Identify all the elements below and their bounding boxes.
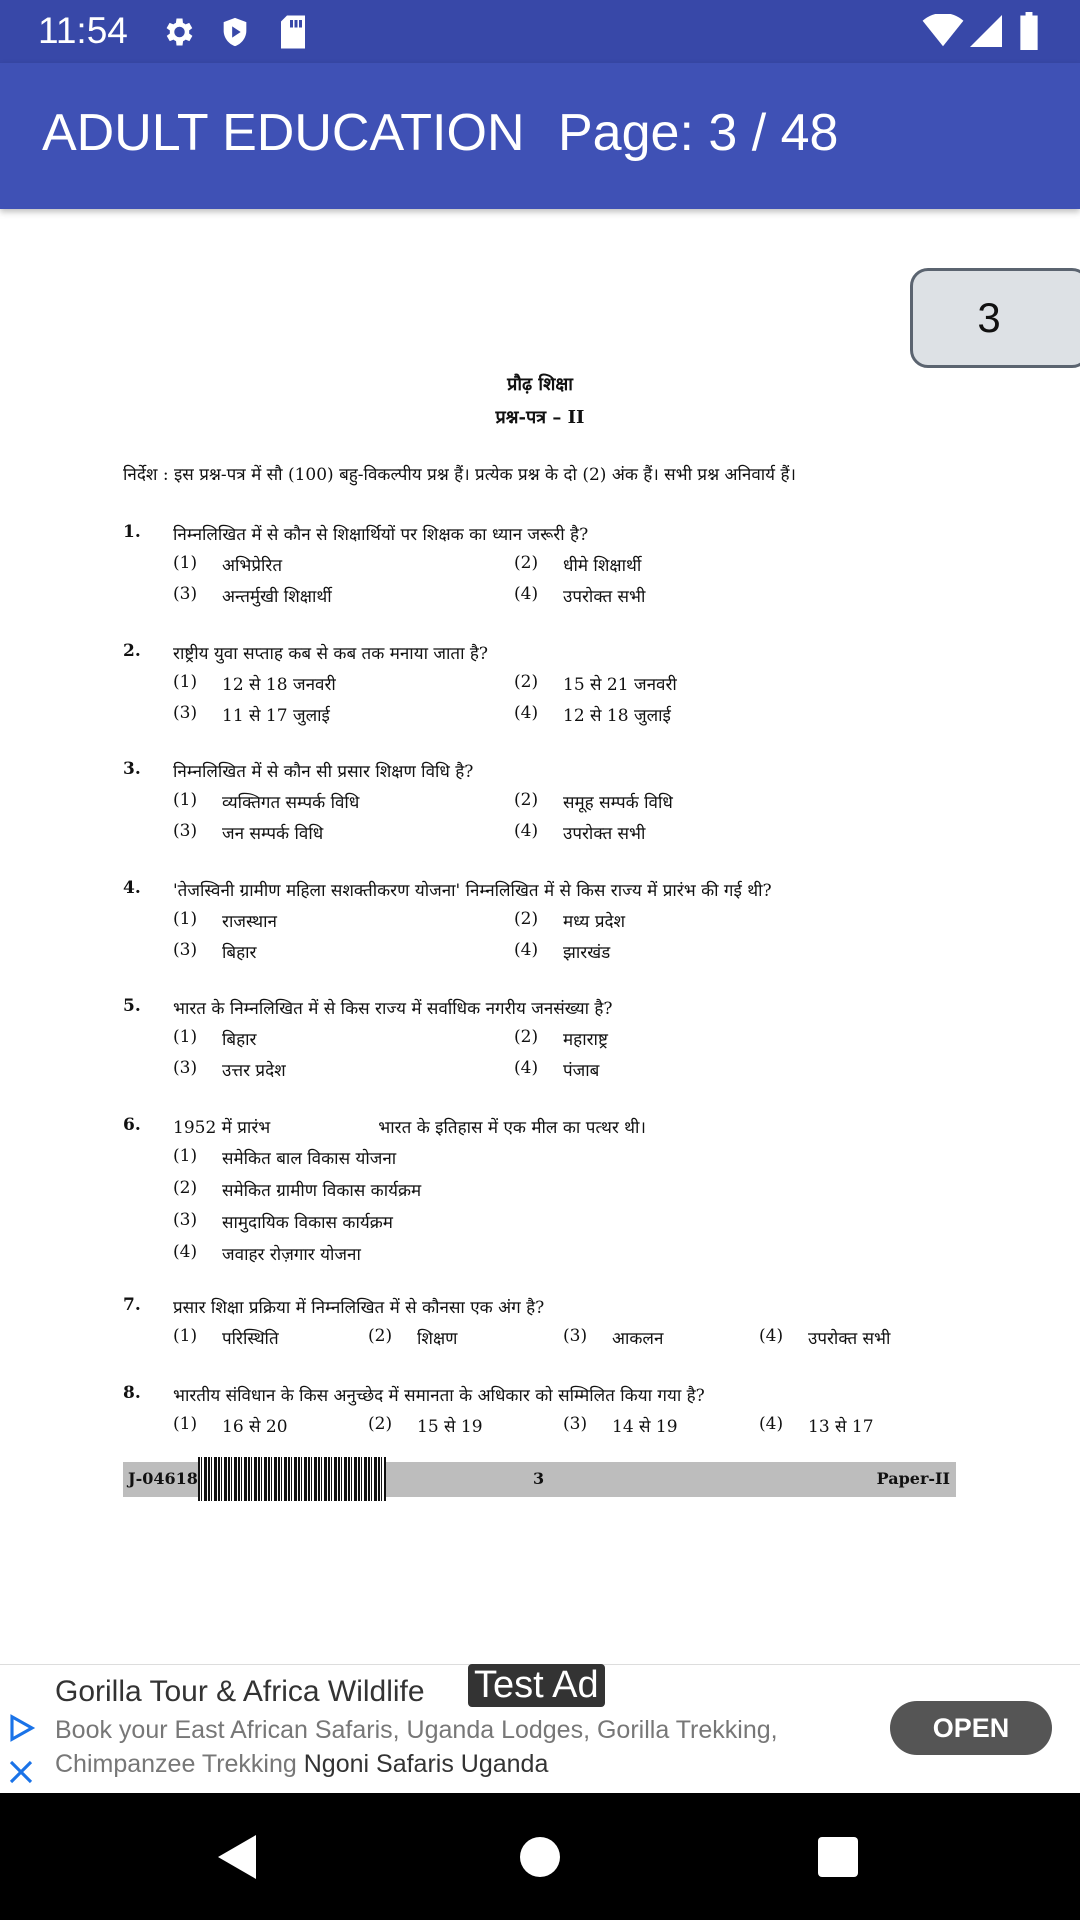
option-text: 16 से 20 xyxy=(222,1417,288,1437)
ad-description-text: Book your East African Safaris, Uganda Lodges, Gorilla Trekking, Chimpanzee Trekking xyxy=(55,1716,778,1778)
option-number: (4) xyxy=(514,821,539,841)
option-text: समेकित बाल विकास योजना xyxy=(222,1149,397,1169)
option-text: बिहार xyxy=(222,943,257,963)
option-text: समूह सम्पर्क विधि xyxy=(563,793,673,813)
option-number: (4) xyxy=(173,1242,198,1262)
question-number: 8. xyxy=(123,1383,141,1403)
option-text: बिहार xyxy=(222,1030,257,1050)
option-number: (4) xyxy=(514,1058,539,1078)
option-text: अभिप्रेरित xyxy=(222,556,283,576)
option-number: (2) xyxy=(514,672,539,692)
question-number: 3. xyxy=(123,759,141,779)
question-text: राष्ट्रीय युवा सप्ताह कब से कब तक मनाया जाता है? xyxy=(173,644,489,664)
option-number: (3) xyxy=(173,584,198,604)
option-text: राजस्थान xyxy=(222,912,277,932)
pdf-page xyxy=(0,210,1080,1660)
option-number: (4) xyxy=(514,703,539,723)
home-icon[interactable] xyxy=(518,1833,562,1885)
option-text: 12 से 18 जुलाई xyxy=(563,706,671,726)
page-number-button[interactable]: 3 xyxy=(910,268,1080,368)
option-number: (2) xyxy=(368,1414,393,1434)
option-number: (1) xyxy=(173,1326,198,1346)
page-indicator: Page: 3 / 48 xyxy=(558,104,839,162)
option-number: (1) xyxy=(173,909,198,929)
option-number: (1) xyxy=(173,790,198,810)
question-text: निम्नलिखित में से कौन से शिक्षार्थियों पर शिक्षक का ध्यान जरूरी है? xyxy=(173,525,589,545)
option-number: (1) xyxy=(173,553,198,573)
option-text: उपरोक्त सभी xyxy=(563,587,646,607)
option-text: 13 से 17 xyxy=(808,1417,874,1437)
option-number: (2) xyxy=(514,790,539,810)
option-text: सामुदायिक विकास कार्यक्रम xyxy=(222,1213,393,1233)
question-text: 1952 में प्रारंभ भारत के इतिहास में एक मील का पत्थर थी। xyxy=(173,1118,646,1138)
option-text: महाराष्ट्र xyxy=(563,1030,608,1050)
question-text: प्रसार शिक्षा प्रक्रिया में निम्नलिखित में से कौनसा एक अंग है? xyxy=(173,1298,545,1318)
sd-card-icon xyxy=(278,14,308,54)
option-number: (3) xyxy=(173,1058,198,1078)
option-number: (3) xyxy=(563,1326,588,1346)
footer-paper-label: Paper-II xyxy=(876,1469,950,1488)
option-text: 14 से 19 xyxy=(612,1417,678,1437)
option-number: (2) xyxy=(514,909,539,929)
option-text: 15 से 19 xyxy=(417,1417,483,1437)
doc-heading-paper: प्रश्न-पत्र – II xyxy=(495,407,585,428)
back-icon[interactable] xyxy=(216,1833,260,1885)
ad-advertiser: Ngoni Safaris Uganda xyxy=(303,1750,549,1778)
option-number: (3) xyxy=(173,940,198,960)
option-text: 15 से 21 जनवरी xyxy=(563,675,677,695)
option-number: (3) xyxy=(173,1210,198,1230)
test-ad-label: Test Ad xyxy=(468,1664,605,1707)
option-text: जन सम्पर्क विधि xyxy=(222,824,324,844)
app-title: ADULT EDUCATION xyxy=(42,104,525,162)
question-number: 4. xyxy=(123,878,141,898)
ad-banner[interactable] xyxy=(0,1664,1080,1793)
option-text: परिस्थिति xyxy=(222,1329,279,1349)
option-number: (3) xyxy=(563,1414,588,1434)
option-text: अन्तर्मुखी शिक्षार्थी xyxy=(222,587,332,607)
ad-title[interactable]: Gorilla Tour & Africa Wildlife xyxy=(55,1675,425,1708)
question-number: 2. xyxy=(123,641,141,661)
question-text: भारत के निम्नलिखित में से किस राज्य में सर्वाधिक नगरीय जनसंख्या है? xyxy=(173,999,613,1019)
option-number: (4) xyxy=(759,1414,784,1434)
option-number: (2) xyxy=(368,1326,393,1346)
question-text: 'तेजस्विनी ग्रामीण महिला सशक्तीकरण योजना' निम्नलिखित में से किस राज्य में प्रारंभ की गई थी? xyxy=(173,881,772,901)
option-text: मध्य प्रदेश xyxy=(563,912,626,932)
booklet-code: J-04618 xyxy=(128,1469,198,1488)
signal-icon xyxy=(970,14,1002,52)
settings-gear-icon xyxy=(160,14,196,54)
navigation-bar xyxy=(0,1793,1080,1920)
option-number: (3) xyxy=(173,821,198,841)
shield-icon xyxy=(218,14,252,54)
doc-heading-subject: प्रौढ़ शिक्षा xyxy=(507,374,573,395)
option-text: 11 से 17 जुलाई xyxy=(222,706,330,726)
question-number: 1. xyxy=(123,522,141,542)
option-text: आकलन xyxy=(612,1329,664,1349)
recents-icon[interactable] xyxy=(816,1833,860,1885)
option-number: (4) xyxy=(759,1326,784,1346)
option-number: (4) xyxy=(514,940,539,960)
option-number: (4) xyxy=(514,584,539,604)
option-number: (1) xyxy=(173,1027,198,1047)
ad-choices-icon[interactable] xyxy=(6,1713,38,1748)
option-text: शिक्षण xyxy=(417,1329,458,1349)
option-text: 12 से 18 जनवरी xyxy=(222,675,336,695)
option-text: उपरोक्त सभी xyxy=(563,824,646,844)
question-number: 5. xyxy=(123,996,141,1016)
option-number: (1) xyxy=(173,672,198,692)
status-bar xyxy=(0,0,1080,63)
question-number: 6. xyxy=(123,1115,141,1135)
option-number: (2) xyxy=(173,1178,198,1198)
battery-icon xyxy=(1018,12,1040,54)
ad-description xyxy=(55,1713,815,1781)
wifi-icon xyxy=(922,14,964,52)
ad-open-button[interactable]: OPEN xyxy=(890,1701,1052,1755)
page-footer xyxy=(123,1462,956,1497)
option-text: व्यक्तिगत सम्पर्क विधि xyxy=(222,793,360,813)
instructions: निर्देश : इस प्रश्न-पत्र में सौ (100) बहु-विकल्पीय प्रश्न हैं। प्रत्येक प्रश्न के दो (2) अंक हैं। सभी प्रश्न अनिवार्य हैं। xyxy=(123,465,796,485)
footer-page-number: 3 xyxy=(533,1469,545,1488)
option-text: पंजाब xyxy=(563,1061,600,1081)
option-text: जवाहर रोज़गार योजना xyxy=(222,1245,361,1265)
app-bar xyxy=(0,63,1080,209)
question-number: 7. xyxy=(123,1295,141,1315)
option-number: (2) xyxy=(514,1027,539,1047)
barcode xyxy=(198,1457,386,1501)
question-text: निम्नलिखित में से कौन सी प्रसार शिक्षण विधि है? xyxy=(173,762,474,782)
close-icon[interactable] xyxy=(6,1757,36,1792)
option-text: समेकित ग्रामीण विकास कार्यक्रम xyxy=(222,1181,422,1201)
option-number: (1) xyxy=(173,1414,198,1434)
option-text: झारखंड xyxy=(563,943,611,963)
option-text: धीमे शिक्षार्थी xyxy=(563,556,642,576)
status-time: 11:54 xyxy=(38,10,128,51)
option-number: (1) xyxy=(173,1146,198,1166)
question-text: भारतीय संविधान के किस अनुच्छेद में समानता के अधिकार को सम्मिलित किया गया है? xyxy=(173,1386,705,1406)
option-text: उपरोक्त सभी xyxy=(808,1329,891,1349)
option-text: उत्तर प्रदेश xyxy=(222,1061,286,1081)
option-number: (2) xyxy=(514,553,539,573)
option-number: (3) xyxy=(173,703,198,723)
